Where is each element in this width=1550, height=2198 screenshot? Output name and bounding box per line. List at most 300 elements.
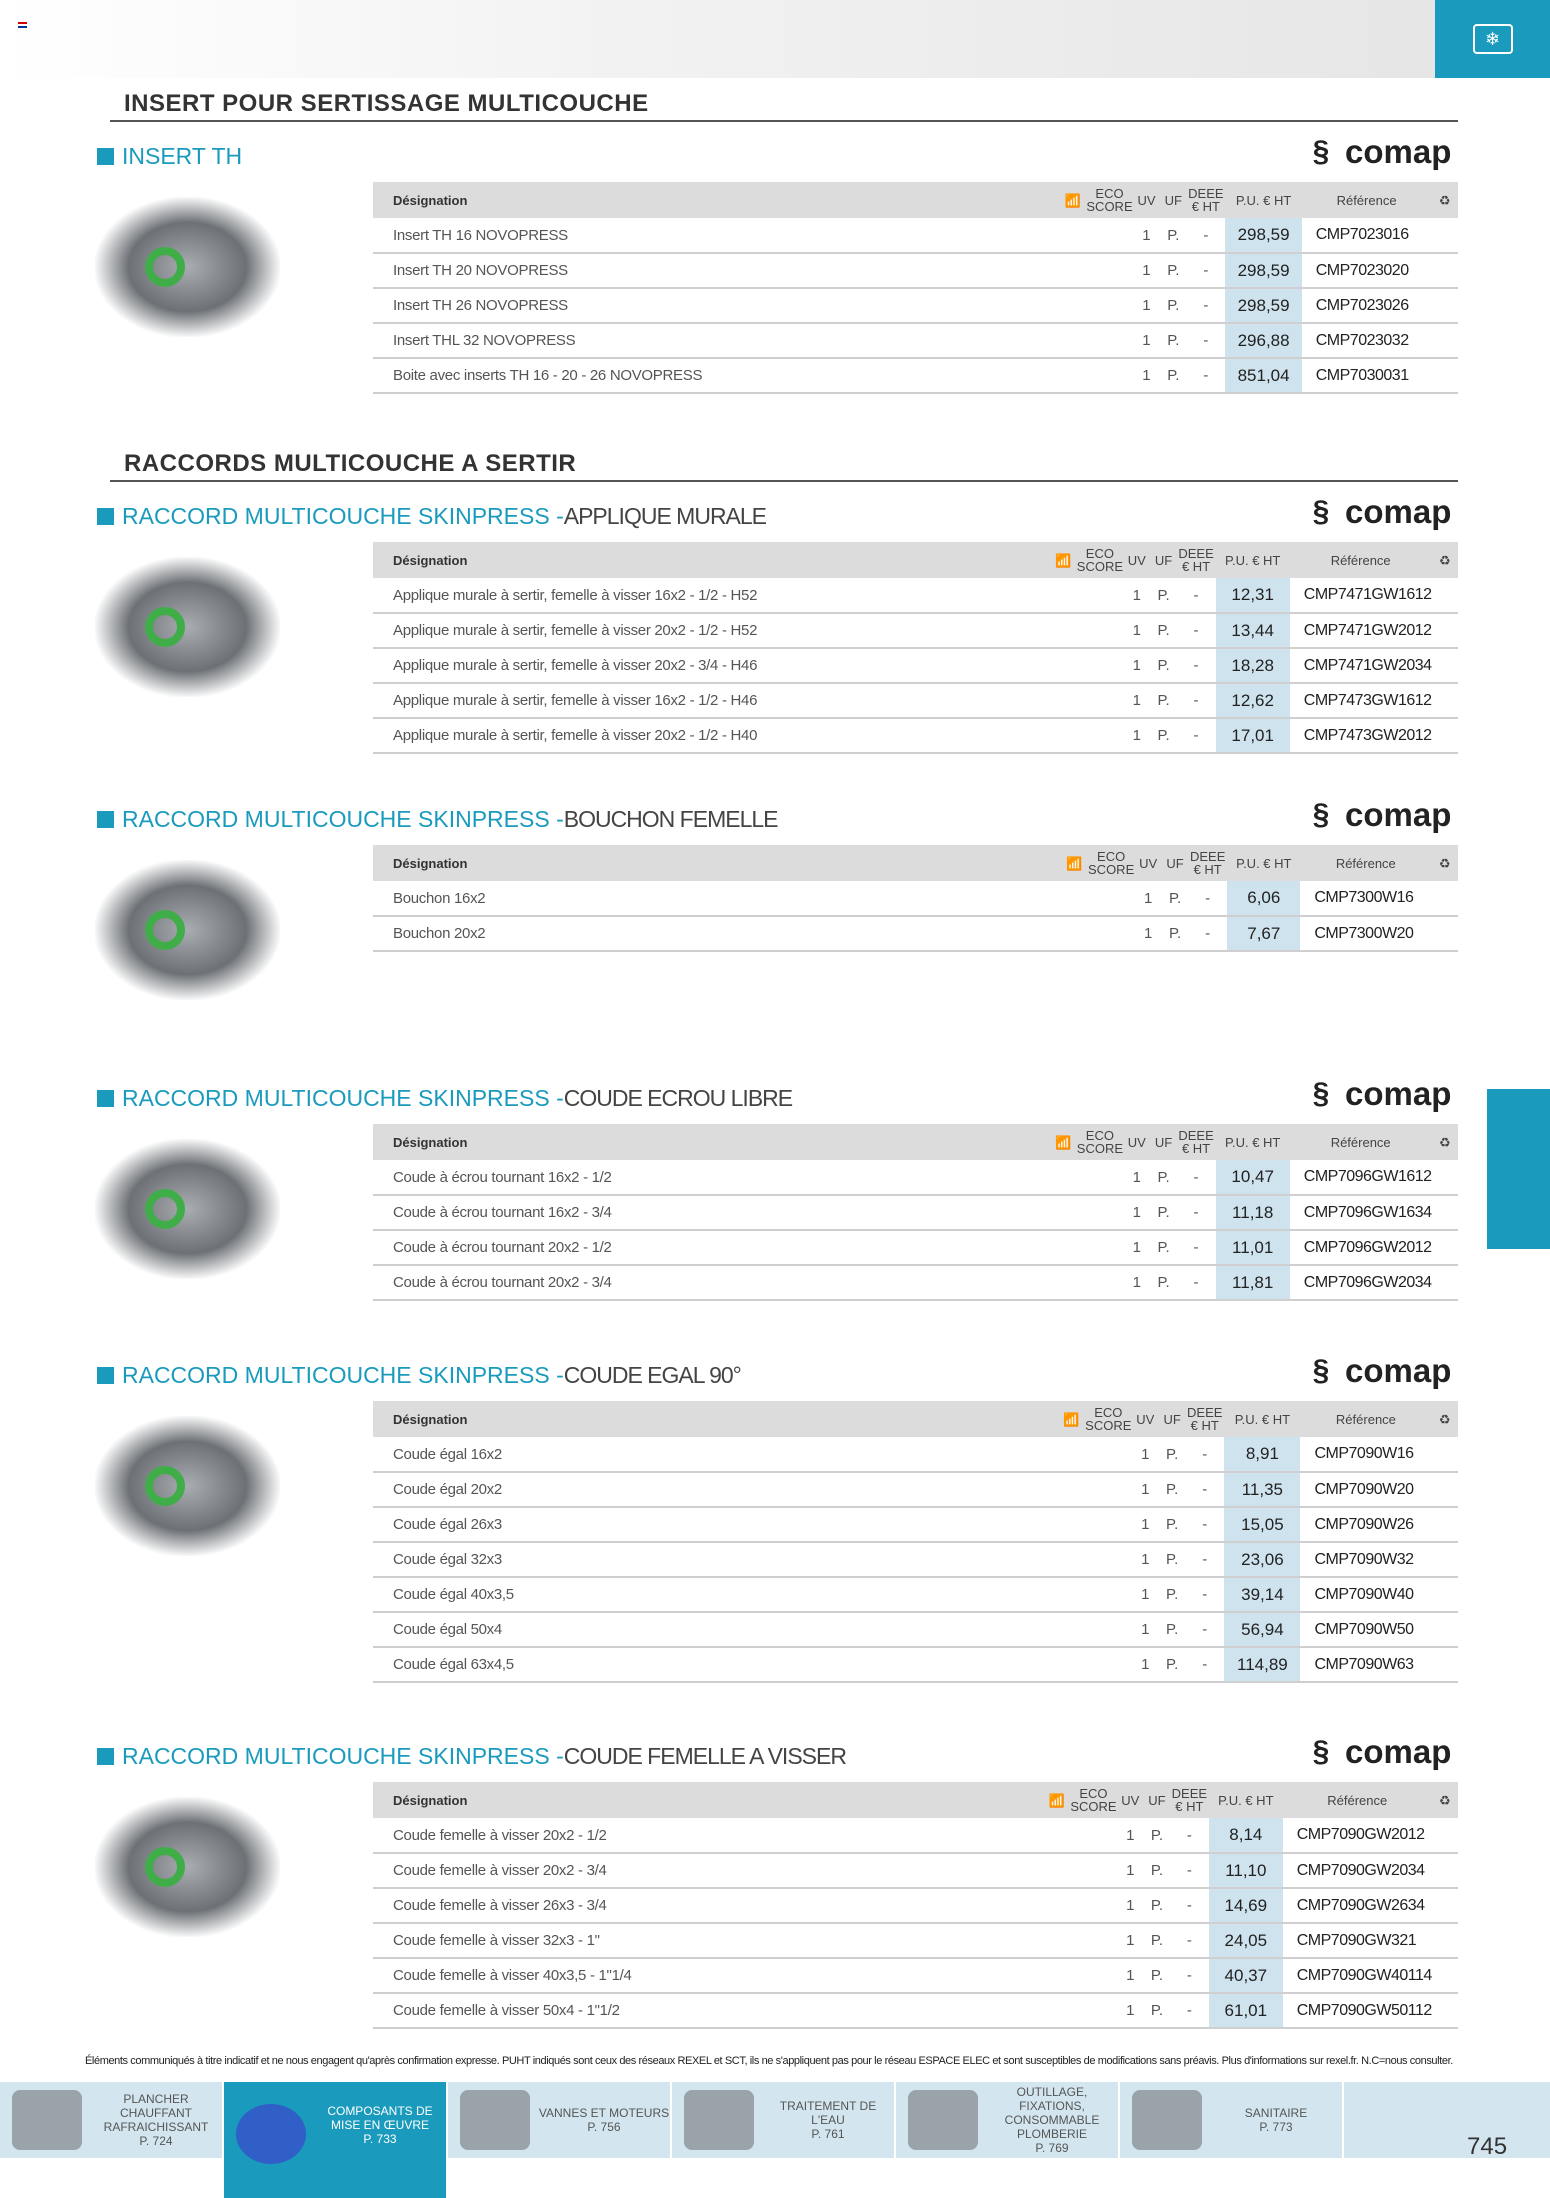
reference[interactable]: CMP7090GW2634 [1283, 1888, 1432, 1923]
price: 11,18 [1216, 1195, 1290, 1230]
reference[interactable]: CMP7023026 [1302, 288, 1432, 323]
price: 23,06 [1224, 1542, 1300, 1577]
reference[interactable]: CMP7023032 [1302, 323, 1432, 358]
group-suffix: BOUCHON FEMELLE [563, 806, 778, 832]
designation: Insert TH 16 NOVOPRESS [373, 218, 1059, 253]
uf: P. [1159, 1647, 1185, 1682]
uf: P. [1162, 916, 1188, 951]
spacer [1058, 1437, 1085, 1472]
spacer [1043, 1818, 1070, 1853]
spacer [1050, 718, 1077, 753]
uf: P. [1151, 683, 1177, 718]
group-prefix: RACCORD MULTICOUCHE SKINPRESS - [122, 503, 564, 529]
footer-nav-item[interactable] [0, 2082, 224, 2158]
deee: - [1186, 253, 1225, 288]
deee: - [1170, 1818, 1209, 1853]
col-uv: UV [1123, 1124, 1151, 1160]
col-uv: UV [1133, 182, 1161, 218]
table-row[interactable] [373, 1958, 1458, 1993]
deee: - [1177, 683, 1216, 718]
spacer [1058, 1647, 1085, 1682]
col-deee: DEEE € HT [1177, 1124, 1216, 1160]
deee: - [1177, 1160, 1216, 1195]
col-eco-score: ECO SCORE [1077, 542, 1123, 578]
deee: - [1170, 1958, 1209, 1993]
deee: - [1186, 218, 1225, 253]
spacer [1050, 1195, 1077, 1230]
bullet-square [97, 508, 114, 525]
uv: 1 [1117, 1923, 1145, 1958]
wifi-icon: 📶 [1059, 182, 1086, 218]
table-row[interactable] [373, 358, 1458, 393]
col-eco-score: ECO SCORE [1085, 1401, 1131, 1437]
price: 13,44 [1216, 613, 1290, 648]
col-price: P.U. € HT [1216, 1124, 1290, 1160]
footer-nav-item[interactable] [672, 2082, 896, 2158]
reference[interactable]: CMP7090GW321 [1283, 1923, 1432, 1958]
nav-page: P. 733 [363, 2132, 397, 2146]
deee: - [1185, 1647, 1224, 1682]
spacer [1431, 288, 1458, 323]
recycle-icon: ♻ [1432, 1782, 1458, 1818]
group-prefix: RACCORD MULTICOUCHE SKINPRESS - [122, 806, 564, 832]
table-row[interactable] [373, 916, 1458, 951]
recycle-icon: ♻ [1432, 1124, 1458, 1160]
eco-score [1077, 683, 1123, 718]
reference[interactable]: CMP7300W16 [1300, 881, 1431, 916]
nav-label: SANITAIRE [1244, 2106, 1308, 2120]
col-uf: UF [1151, 1124, 1177, 1160]
uf: P. [1151, 718, 1177, 753]
eco-score [1070, 1888, 1116, 1923]
designation: Coude femelle à visser 50x4 - 1"1/2 [373, 1993, 1043, 2028]
group-prefix: RACCORD MULTICOUCHE SKINPRESS - [122, 1743, 564, 1769]
product-table [373, 542, 1458, 754]
reference[interactable]: CMP7473GW1612 [1290, 683, 1432, 718]
table-row[interactable] [373, 1993, 1458, 2028]
deee: - [1170, 1993, 1209, 2028]
deee: - [1177, 1265, 1216, 1300]
group-suffix: APPLIQUE MURALE [563, 503, 767, 529]
nav-label: PLANCHER CHAUFFANT RAFRAICHISSANT [103, 2092, 209, 2134]
designation: Coude à écrou tournant 20x2 - 3/4 [373, 1265, 1050, 1300]
footer-navigation [0, 2082, 1550, 2158]
eco-score [1086, 288, 1132, 323]
reference[interactable]: CMP7096GW1634 [1290, 1195, 1432, 1230]
deee: - [1170, 1888, 1209, 1923]
spacer [1432, 578, 1458, 613]
category-thumbnail [908, 2090, 978, 2150]
uv: 1 [1117, 1993, 1145, 2028]
spacer [1432, 718, 1458, 753]
footer-nav-item[interactable] [448, 2082, 672, 2158]
price: 15,05 [1224, 1507, 1300, 1542]
uf: P. [1151, 648, 1177, 683]
uv: 1 [1117, 1853, 1145, 1888]
deee: - [1186, 358, 1225, 393]
uf: P. [1159, 1472, 1185, 1507]
uf: P. [1144, 1818, 1170, 1853]
spacer [1432, 1230, 1458, 1265]
spacer [1432, 1888, 1458, 1923]
designation: Coude à écrou tournant 16x2 - 1/2 [373, 1160, 1050, 1195]
uv: 1 [1131, 1437, 1159, 1472]
uf: P. [1160, 323, 1186, 358]
designation: Bouchon 20x2 [373, 916, 1061, 951]
spacer [1431, 881, 1458, 916]
price: 11,10 [1209, 1853, 1283, 1888]
deee: - [1186, 288, 1225, 323]
product-table [373, 845, 1458, 952]
reference[interactable]: CMP7096GW2012 [1290, 1230, 1432, 1265]
spacer [1061, 916, 1088, 951]
table-row[interactable] [373, 648, 1458, 683]
uf: P. [1151, 1195, 1177, 1230]
brand-name: comap [1345, 1733, 1452, 1770]
designation: Insert TH 26 NOVOPRESS [373, 288, 1059, 323]
section-title: INSERT POUR SERTISSAGE MULTICOUCHE [124, 90, 649, 117]
spacer [1050, 683, 1077, 718]
spacer [1432, 1853, 1458, 1888]
deee: - [1185, 1577, 1224, 1612]
comap-mark-icon: § [1312, 1354, 1330, 1387]
col-designation: Désignation [373, 1124, 1050, 1160]
uv: 1 [1123, 648, 1151, 683]
product-table [373, 1401, 1458, 1683]
uf: P. [1162, 881, 1188, 916]
eco-score [1070, 1818, 1116, 1853]
reference[interactable]: CMP7090W40 [1300, 1577, 1431, 1612]
reference[interactable]: CMP7473GW2012 [1290, 718, 1432, 753]
wifi-icon: 📶 [1058, 1401, 1085, 1437]
table-row[interactable] [373, 1647, 1458, 1682]
comap-mark-icon: § [1312, 798, 1330, 831]
bullet-square [97, 1748, 114, 1765]
reference[interactable]: CMP7090GW40114 [1283, 1958, 1432, 1993]
deee: - [1177, 613, 1216, 648]
deee: - [1177, 648, 1216, 683]
spacer [1050, 1265, 1077, 1300]
uv: 1 [1123, 1160, 1151, 1195]
reference[interactable]: CMP7090GW2034 [1283, 1853, 1432, 1888]
table-row[interactable] [373, 288, 1458, 323]
reference[interactable]: CMP7090W26 [1300, 1507, 1431, 1542]
spacer [1432, 648, 1458, 683]
col-price: P.U. € HT [1224, 1401, 1300, 1437]
price: 6,06 [1227, 881, 1300, 916]
table-row[interactable] [373, 253, 1458, 288]
product-ring [145, 910, 185, 950]
col-uv: UV [1117, 1782, 1145, 1818]
eco-score [1077, 1195, 1123, 1230]
designation: Applique murale à sertir, femelle à visser 16x2 - 1/2 - H46 [373, 683, 1050, 718]
col-eco-score: ECO SCORE [1077, 1124, 1123, 1160]
reference[interactable]: CMP7471GW2012 [1290, 613, 1432, 648]
price: 851,04 [1225, 358, 1301, 393]
table-row[interactable] [373, 683, 1458, 718]
recycle-icon: ♻ [1431, 1401, 1458, 1437]
table-row[interactable] [373, 1888, 1458, 1923]
reference[interactable]: CMP7096GW1612 [1290, 1160, 1432, 1195]
col-price: P.U. € HT [1209, 1782, 1283, 1818]
reference[interactable]: CMP7471GW2034 [1290, 648, 1432, 683]
col-deee: DEEE € HT [1185, 1401, 1224, 1437]
uv: 1 [1133, 323, 1161, 358]
spacer [1050, 613, 1077, 648]
group-suffix: COUDE FEMELLE A VISSER [563, 1743, 846, 1769]
recycle-icon: ♻ [1432, 542, 1458, 578]
uv: 1 [1123, 683, 1151, 718]
price: 56,94 [1224, 1612, 1300, 1647]
spacer [1050, 578, 1077, 613]
reference[interactable]: CMP7090W16 [1300, 1437, 1431, 1472]
spacer [1059, 323, 1086, 358]
designation: Insert TH 20 NOVOPRESS [373, 253, 1059, 288]
reference[interactable]: CMP7471GW1612 [1290, 578, 1432, 613]
nav-label: COMPOSANTS DE MISE EN ŒUVRE [327, 2104, 433, 2132]
designation: Applique murale à sertir, femelle à visser 20x2 - 1/2 - H40 [373, 718, 1050, 753]
col-reference: Référence [1290, 1124, 1432, 1160]
eco-score [1085, 1437, 1131, 1472]
col-deee: DEEE € HT [1188, 845, 1227, 881]
designation: Coude égal 16x2 [373, 1437, 1058, 1472]
table-row[interactable] [373, 1853, 1458, 1888]
table-header [373, 1124, 1458, 1160]
table-row[interactable] [373, 718, 1458, 753]
table-row[interactable] [373, 218, 1458, 253]
reference[interactable]: CMP7090GW50112 [1283, 1993, 1432, 2028]
table-row[interactable] [373, 1472, 1458, 1507]
designation: Coude femelle à visser 26x3 - 3/4 [373, 1888, 1043, 1923]
brand-name: comap [1345, 1075, 1452, 1112]
col-price: P.U. € HT [1216, 542, 1290, 578]
table-row[interactable] [373, 1230, 1458, 1265]
recycle-icon: ♻ [1431, 182, 1458, 218]
product-group-title [97, 503, 766, 530]
reference[interactable]: CMP7030031 [1302, 358, 1432, 393]
eco-score [1088, 881, 1134, 916]
spacer [1431, 1577, 1458, 1612]
col-price: P.U. € HT [1225, 182, 1301, 218]
col-deee: DEEE € HT [1186, 182, 1225, 218]
spacer [1050, 1160, 1077, 1195]
designation: Coude femelle à visser 20x2 - 3/4 [373, 1853, 1043, 1888]
bullet-square [97, 148, 114, 165]
col-uv: UV [1134, 845, 1162, 881]
category-thumbnail [1132, 2090, 1202, 2150]
price: 298,59 [1225, 288, 1301, 323]
table-row[interactable] [373, 1195, 1458, 1230]
uv: 1 [1131, 1577, 1159, 1612]
nav-page: P. 724 [139, 2134, 173, 2148]
designation: Coude femelle à visser 20x2 - 1/2 [373, 1818, 1043, 1853]
product-image [95, 557, 280, 697]
reference[interactable]: CMP7090GW2012 [1283, 1818, 1432, 1853]
footer-nav-item[interactable] [1120, 2082, 1344, 2158]
section-side-tab[interactable] [1487, 1089, 1550, 1249]
uf: P. [1151, 1230, 1177, 1265]
recycle-icon: ♻ [1431, 845, 1458, 881]
spacer [1058, 1472, 1085, 1507]
price: 11,01 [1216, 1230, 1290, 1265]
table-row[interactable] [373, 1265, 1458, 1300]
spacer [1431, 253, 1458, 288]
reference[interactable]: CMP7090W63 [1300, 1647, 1431, 1682]
comap-mark-icon: § [1312, 1735, 1330, 1768]
designation: Coude égal 40x3,5 [373, 1577, 1058, 1612]
spacer [1431, 1437, 1458, 1472]
uv: 1 [1134, 916, 1162, 951]
table-row[interactable] [373, 1577, 1458, 1612]
col-uv: UV [1123, 542, 1151, 578]
product-ring [145, 247, 185, 287]
nav-label: OUTILLAGE, FIXATIONS, CONSOMMABLE PLOMBERIE [1004, 2085, 1100, 2141]
price: 24,05 [1209, 1923, 1283, 1958]
spacer [1059, 253, 1086, 288]
eco-score [1086, 323, 1132, 358]
comap-logo [1305, 1073, 1451, 1115]
col-uf: UF [1159, 1401, 1185, 1437]
table-row[interactable] [373, 1160, 1458, 1195]
nav-page: P. 769 [1035, 2141, 1069, 2155]
uf: P. [1144, 1958, 1170, 1993]
wifi-icon: 📶 [1061, 845, 1088, 881]
table-row[interactable] [373, 323, 1458, 358]
uf: P. [1159, 1542, 1185, 1577]
eco-score [1085, 1507, 1131, 1542]
designation: Coude à écrou tournant 16x2 - 3/4 [373, 1195, 1050, 1230]
col-deee: DEEE € HT [1177, 542, 1216, 578]
table-row[interactable] [373, 881, 1458, 916]
uv: 1 [1133, 253, 1161, 288]
col-uf: UF [1151, 542, 1177, 578]
product-group-title [97, 1085, 792, 1112]
table-header [373, 182, 1458, 218]
price: 7,67 [1227, 916, 1300, 951]
price: 11,35 [1224, 1472, 1300, 1507]
reference[interactable]: CMP7096GW2034 [1290, 1265, 1432, 1300]
reference[interactable]: CMP7023016 [1302, 218, 1432, 253]
table-header [373, 1782, 1458, 1818]
spacer [1432, 683, 1458, 718]
group-suffix: COUDE EGAL 90° [563, 1362, 741, 1388]
spacer [1061, 881, 1088, 916]
uv: 1 [1123, 613, 1151, 648]
col-price: P.U. € HT [1227, 845, 1300, 881]
deee: - [1185, 1472, 1224, 1507]
designation: Applique murale à sertir, femelle à visser 20x2 - 3/4 - H46 [373, 648, 1050, 683]
table-row[interactable] [373, 1507, 1458, 1542]
reference[interactable]: CMP7090W50 [1300, 1612, 1431, 1647]
product-ring [145, 1847, 185, 1887]
spacer [1043, 1853, 1070, 1888]
price: 14,69 [1209, 1888, 1283, 1923]
flag-icon [18, 22, 27, 28]
uv: 1 [1123, 1195, 1151, 1230]
eco-score [1077, 1160, 1123, 1195]
price: 296,88 [1225, 323, 1301, 358]
category-thumbnail [460, 2090, 530, 2150]
price: 12,31 [1216, 578, 1290, 613]
price: 298,59 [1225, 218, 1301, 253]
spacer [1050, 648, 1077, 683]
uv: 1 [1123, 718, 1151, 753]
eco-score [1070, 1993, 1116, 2028]
uf: P. [1160, 253, 1186, 288]
bullet-square [97, 1090, 114, 1107]
uf: P. [1159, 1507, 1185, 1542]
reference[interactable]: CMP7090W32 [1300, 1542, 1431, 1577]
uv: 1 [1131, 1542, 1159, 1577]
deee: - [1170, 1853, 1209, 1888]
spacer [1431, 916, 1458, 951]
price: 12,62 [1216, 683, 1290, 718]
uv: 1 [1117, 1818, 1145, 1853]
eco-score [1077, 648, 1123, 683]
product-group-title [97, 143, 242, 170]
spacer [1432, 1265, 1458, 1300]
spacer [1059, 288, 1086, 323]
uv: 1 [1123, 1230, 1151, 1265]
eco-score [1085, 1472, 1131, 1507]
disclaimer: Éléments communiqués à titre indicatif et ne nous engagent qu'après confirmation expresse. PUHT indiqués sont ceux des réseaux REXEL et SCT, ils ne s'appliquent pas pour le réseau ESPACE ELEC et sont susceptibles de modifications sans préavis. Plus d'informations sur rexel.fr. N.C=nous consulter. [85, 2055, 1453, 2067]
brand-name: comap [1345, 493, 1452, 530]
spacer [1431, 1612, 1458, 1647]
col-deee: DEEE € HT [1170, 1782, 1209, 1818]
designation: Applique murale à sertir, femelle à visser 20x2 - 1/2 - H52 [373, 613, 1050, 648]
price: 11,81 [1216, 1265, 1290, 1300]
uv: 1 [1133, 358, 1161, 393]
bullet-square [97, 1367, 114, 1384]
col-reference: Référence [1302, 182, 1432, 218]
uf: P. [1151, 613, 1177, 648]
reference[interactable]: CMP7300W20 [1300, 916, 1431, 951]
deee: - [1177, 718, 1216, 753]
table-header [373, 1401, 1458, 1437]
footer-nav-item[interactable] [224, 2082, 448, 2198]
table-row[interactable] [373, 1818, 1458, 1853]
deee: - [1186, 323, 1225, 358]
col-eco-score: ECO SCORE [1088, 845, 1134, 881]
product-image [95, 860, 280, 1000]
reference[interactable]: CMP7023020 [1302, 253, 1432, 288]
uf: P. [1144, 1853, 1170, 1888]
designation: Boite avec inserts TH 16 - 20 - 26 NOVOPRESS [373, 358, 1059, 393]
designation: Coude à écrou tournant 20x2 - 1/2 [373, 1230, 1050, 1265]
table-row[interactable] [373, 1542, 1458, 1577]
table-row[interactable] [373, 1612, 1458, 1647]
price: 61,01 [1209, 1993, 1283, 2028]
table-row[interactable] [373, 613, 1458, 648]
nav-page: P. 756 [587, 2120, 621, 2134]
spacer [1059, 358, 1086, 393]
comap-logo [1305, 131, 1451, 173]
table-row[interactable] [373, 578, 1458, 613]
reference[interactable]: CMP7090W20 [1300, 1472, 1431, 1507]
spacer [1431, 1472, 1458, 1507]
price: 40,37 [1209, 1958, 1283, 1993]
group-prefix: RACCORD MULTICOUCHE SKINPRESS - [122, 1362, 564, 1388]
product-table [373, 1782, 1458, 2029]
product-table [373, 1124, 1458, 1301]
brand-name: comap [1345, 796, 1452, 833]
eco-score [1085, 1542, 1131, 1577]
price: 8,91 [1224, 1437, 1300, 1472]
table-row[interactable] [373, 1437, 1458, 1472]
footer-nav-item[interactable] [896, 2082, 1120, 2158]
table-row[interactable] [373, 1923, 1458, 1958]
nav-label: VANNES ET MOTEURS [538, 2106, 670, 2120]
